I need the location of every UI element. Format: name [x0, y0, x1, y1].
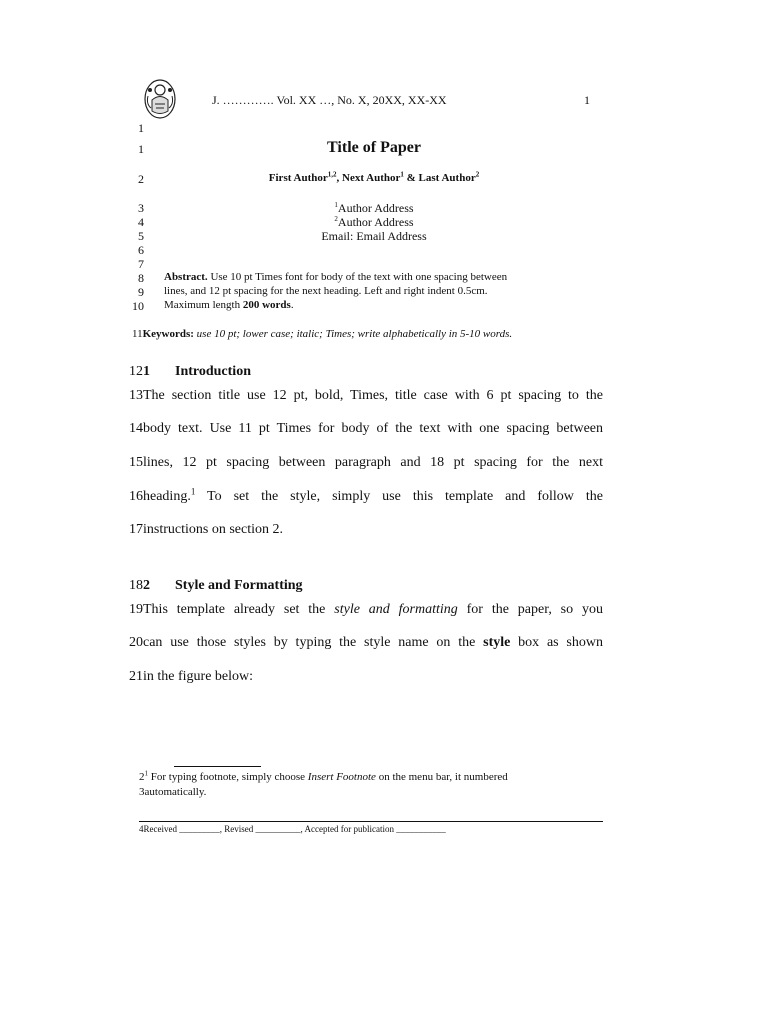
journal-header: J. …………. Vol. XX …, No. X, 20XX, XX-XX — [212, 93, 447, 107]
keywords-line — [132, 328, 512, 340]
footnote-ref[interactable]: 1 — [190, 486, 196, 497]
author-separator: , — [336, 172, 343, 184]
address-sup: 2 — [334, 215, 338, 223]
footnote-separator — [174, 766, 261, 767]
body-text — [143, 635, 603, 651]
line-number: 15 — [129, 455, 143, 470]
line-number: 9 — [138, 285, 144, 299]
author-name: Next Author — [342, 172, 401, 184]
line-number: 7 — [138, 257, 144, 271]
footnote-text: on the menu bar, it numbered — [375, 771, 508, 783]
abstract-text: Maximum length — [164, 299, 243, 311]
body-text-part: for the paper, so you — [457, 602, 603, 617]
body-line — [129, 602, 603, 618]
author-name: First Author — [268, 172, 328, 184]
line-number: 5 — [138, 229, 144, 243]
author-address — [224, 215, 524, 230]
author-name: Last Author — [418, 172, 476, 184]
abstract-text: Use 10 pt Times font for body of the text with one spacing between — [210, 271, 508, 283]
author-separator: & — [403, 172, 419, 184]
body-text: instructions on section 2. — [143, 522, 283, 537]
line-number: 3 — [139, 786, 145, 798]
body-bold: style — [483, 635, 511, 650]
section-number: 2 — [143, 578, 150, 593]
body-line — [129, 669, 253, 685]
section-heading — [129, 578, 303, 594]
line-number: 13 — [129, 388, 143, 403]
keywords-label: Keywords: — [142, 328, 194, 340]
footnote-text: automatically. — [144, 786, 207, 798]
body-text: in the figure below: — [143, 669, 254, 684]
section-title: Style and Formatting — [175, 578, 303, 593]
abstract-label: Abstract. — [164, 271, 208, 283]
body-text — [143, 602, 603, 618]
paper-title: Title of Paper — [327, 139, 421, 156]
abstract-text: . — [290, 299, 294, 311]
section-title: Introduction — [175, 364, 251, 379]
line-number: 16 — [129, 489, 143, 504]
body-text-part: This template already set the — [143, 602, 335, 617]
abstract-line — [164, 299, 294, 311]
received-separator — [139, 821, 603, 822]
address-sup: 1 — [334, 201, 338, 209]
author-affiliation: 1,2 — [327, 170, 337, 179]
author-affiliation: 1 — [400, 170, 404, 179]
line-number: 18 — [129, 578, 143, 593]
author-line — [0, 172, 748, 184]
university-seal-logo — [143, 78, 177, 120]
line-number: 2 — [138, 172, 144, 186]
line-number: 11 — [132, 328, 143, 340]
body-text: lines, 12 pt spacing between paragraph and 18 pt spacing for the next — [143, 455, 603, 470]
body-line — [129, 635, 603, 651]
body-line — [129, 421, 603, 437]
line-number: 14 — [129, 421, 143, 436]
footnote-text: For typing footnote, simply choose — [148, 771, 308, 783]
body-line — [129, 522, 283, 538]
line-number: 17 — [129, 522, 143, 537]
line-number: 3 — [138, 201, 144, 215]
author-address — [224, 201, 524, 216]
author-affiliation: 2 — [475, 170, 480, 179]
section-heading — [129, 364, 251, 380]
footnote — [139, 771, 508, 783]
footnote — [139, 786, 206, 798]
line-number: 4 — [139, 824, 144, 834]
body-text-part: box as shown — [510, 635, 603, 650]
body-text-part: To set the style, simply use this template and follow the — [195, 489, 603, 504]
address-text: Author Address — [337, 201, 414, 215]
footnote-italic: Insert Footnote — [307, 771, 376, 783]
abstract-bold: 200 words — [242, 299, 291, 311]
line-number: 1 — [138, 121, 144, 135]
body-text-part: heading. — [143, 489, 191, 504]
line-number: 19 — [129, 602, 143, 617]
line-number: 2 — [139, 771, 145, 783]
line-number: 6 — [138, 243, 144, 257]
body-text — [143, 486, 603, 505]
abstract-line: lines, and 12 pt spacing for the next heading. Left and right indent 0.5cm. — [164, 285, 488, 297]
footnote-marker: 1 — [144, 769, 148, 778]
body-line — [129, 388, 603, 404]
received-text: Received _________, Revised __________, Accepted for publication ___________ — [143, 824, 446, 834]
line-number: 1 — [138, 142, 144, 156]
abstract-line — [164, 271, 584, 283]
page-number: 1 — [584, 93, 590, 107]
body-text: body text. Use 11 pt Times for body of the text with one spacing between — [143, 421, 603, 436]
line-number: 12 — [129, 364, 143, 379]
body-line — [129, 486, 603, 505]
body-italic: style and formatting — [334, 602, 458, 617]
line-number: 10 — [132, 299, 144, 313]
section-number: 1 — [143, 364, 150, 379]
line-number: 8 — [138, 271, 144, 285]
line-number: 20 — [129, 635, 143, 650]
body-text: The section title use 12 pt, bold, Times, title case with 6 pt spacing to the — [143, 388, 603, 403]
author-email: Email: Email Address — [321, 229, 427, 243]
address-text: Author Address — [337, 215, 414, 229]
line-number: 4 — [138, 215, 144, 229]
line-number: 21 — [129, 669, 143, 684]
keywords-text: use 10 pt; lower case; italic; Times; write alphabetically in 5-10 words. — [196, 328, 513, 340]
received-line — [139, 824, 446, 834]
body-line — [129, 455, 603, 471]
body-text-part: can use those styles by typing the style name on the — [143, 635, 484, 650]
